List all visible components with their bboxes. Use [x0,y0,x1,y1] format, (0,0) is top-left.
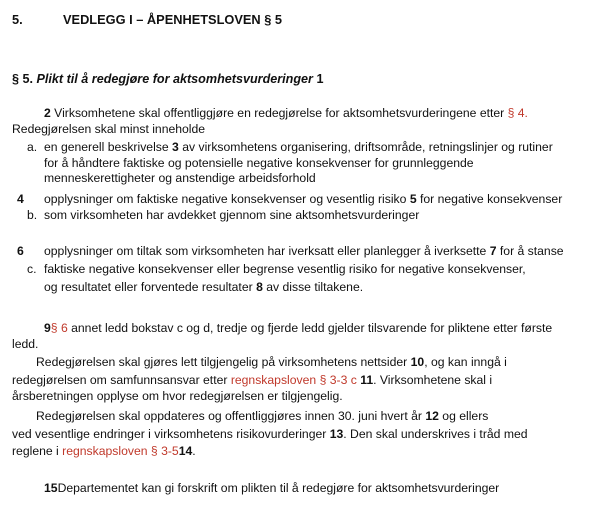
footnote-marker: 13 [329,427,344,441]
paragraph-text: . Virksomhetene skal i [373,373,493,387]
footnote-marker: 9 [44,321,51,335]
footnote-marker: 8 [256,280,263,294]
footnote-marker: 11 [360,373,374,387]
footnote-marker: 7 [489,244,497,258]
chapter-title: VEDLEGG I – ÅPENHETSLOVEN § 5 [63,12,283,27]
footnote-marker: 15 [44,481,58,495]
item-text: en generell beskrivelse [44,140,169,154]
paragraph-text: reglene i [12,444,59,458]
item-a-line-3: menneskerettigheter og anstendige arbeidsforhold [44,171,316,185]
item-text: av disse tiltakene. [266,280,364,294]
list-letter-b: b. [27,208,38,222]
paragraph-4-line-3 [12,444,196,459]
footnote-marker: 3 [172,140,179,154]
list-letter-c: c. [27,262,37,276]
paragraph-2-line-1 [44,321,552,336]
paragraph-text: . Den skal underskrives i tråd med [343,427,528,441]
footnote-marker: 4 [17,192,24,206]
paragraph-2-line-2: ledd. [12,337,39,351]
section-sign: § 5. [12,72,34,86]
paragraph-3-line-1 [36,355,507,370]
item-a-line-1 [44,140,553,155]
item-text: og resultatet eller forventede resultater [44,280,253,294]
item-a-line-2: for å håndtere faktiske og potensielle negative konsekvenser for grunnleggende [44,156,474,170]
footnote-marker: 5 [409,192,417,206]
law-reference-link[interactable]: § 6 [50,321,68,335]
footnote-marker: 1 [316,72,324,86]
item-b-line-2: som virksomheten har avdekket gjennom sine aktsomhetsvurderinger [44,208,420,222]
item-c-line-1 [44,244,564,259]
item-c-line-2: faktiske negative konsekvenser eller begrense vesentlig risiko for negative konsekvenser, [44,262,526,276]
paragraph-text: Redegjørelsen skal oppdateres og offentliggjøres innen 30. juni hvert år [36,409,422,423]
paragraph-4-line-2 [12,427,528,442]
item-text: for negative konsekvenser [420,192,563,206]
chapter-number: 5. [12,12,23,27]
paragraph-text: . [192,444,196,458]
law-reference-link[interactable]: regnskapsloven § 3-5 [62,444,179,458]
paragraph-text: Redegjørelsen skal gjøres lett tilgjengelig på virksomhetens nettsider [36,355,408,369]
item-text: for å stanse [499,244,564,258]
list-letter-a: a. [27,140,38,154]
paragraph-text: Departementet kan gi forskrift om plikten til å redegjøre for aktsomhetsvurderinger [57,481,500,495]
paragraph-4-line-1 [36,409,488,424]
footnote-marker: 10 [410,355,425,369]
law-reference-link[interactable]: § 4. [507,106,528,120]
paragraph-text: annet ledd bokstav c og d, tredje og fjerde ledd gjelder tilsvarende for pliktene etter første [71,321,553,335]
paragraph-3-line-2 [12,373,492,388]
paragraph-1-line-1 [44,106,528,121]
item-b-line-1 [44,192,562,207]
paragraph-text: ved vesentlige endringer i virksomhetens risikovurderinger [12,427,327,441]
item-c-line-3 [44,280,363,295]
paragraph-text: , og kan inngå i [424,355,507,369]
law-reference-link[interactable]: regnskapsloven § 3-3 c [230,373,357,387]
section-heading [12,72,323,86]
paragraph-text: Virksomhetene skal offentliggjøre en redegjørelse for aktsomhetsvurderingene etter [54,106,505,120]
paragraph-text: og ellers [442,409,489,423]
footnote-marker: 12 [425,409,439,423]
paragraph-3-line-3: årsberetningen opplyse om hvor redegjørelsen er tilgjengelig. [12,389,343,403]
item-text: opplysninger om faktiske negative konsekvenser og vesentlig risiko [44,192,407,206]
footnote-marker: 14 [178,444,193,458]
section-title: Plikt til å redegjøre for aktsomhetsvurderinger [36,72,313,86]
footnote-marker: 6 [17,244,24,258]
paragraph-1-line-2: Redegjørelsen skal minst inneholde [12,122,206,136]
footnote-marker: 2 [44,106,51,120]
paragraph-5 [44,481,499,496]
paragraph-text: redegjørelsen om samfunnsansvar etter [12,373,228,387]
item-text: opplysninger om tiltak som virksomheten har iverksatt eller planlegger å iverksette [44,244,487,258]
item-text: av virksomhetens organisering, driftsområde, retningslinjer og rutiner [182,140,553,154]
